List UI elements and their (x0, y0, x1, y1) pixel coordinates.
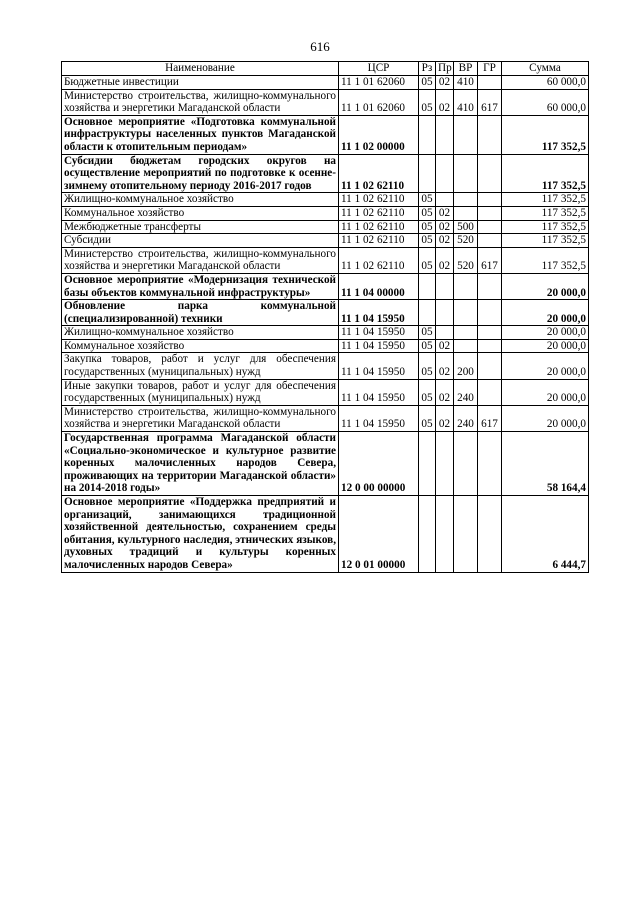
cell-sum: 20 000,0 (502, 353, 589, 379)
page-number: 616 (310, 39, 330, 54)
cell-name: Министерство строительства, жилищно-коммунального хозяйства и энергетики Магаданской области (62, 89, 339, 115)
cell-rz: 05 (419, 353, 436, 379)
cell-gr (478, 206, 502, 220)
cell-sum: 117 352,5 (502, 193, 589, 207)
cell-name: Коммунальное хозяйство (62, 206, 339, 220)
cell-vr (454, 154, 478, 193)
cell-gr (478, 193, 502, 207)
cell-gr (478, 76, 502, 90)
cell-pr (436, 300, 454, 326)
cell-csr: 11 1 02 62110 (339, 247, 419, 273)
cell-name: Бюджетные инвестиции (62, 76, 339, 90)
cell-rz: 05 (419, 220, 436, 234)
cell-vr (454, 115, 478, 154)
cell-csr: 11 1 01 62060 (339, 76, 419, 90)
table-row (62, 89, 589, 115)
cell-name: Иные закупки товаров, работ и услуг для обеспечения государственных (муниципальных) нужд (62, 379, 339, 405)
cell-gr: 617 (478, 405, 502, 431)
cell-pr: 02 (436, 353, 454, 379)
cell-sum: 20 000,0 (502, 339, 589, 353)
cell-pr (436, 326, 454, 340)
table-row (62, 220, 589, 234)
cell-name: Государственная программа Магаданской области «Социально-экономическое и культурное развитие коренных малочисленных народов Севера, проживающих на территории Магаданской области» на 2014-2018 годы» (62, 432, 339, 496)
cell-pr (436, 273, 454, 299)
cell-sum: 20 000,0 (502, 405, 589, 431)
cell-gr: 617 (478, 89, 502, 115)
cell-vr (454, 206, 478, 220)
cell-gr (478, 273, 502, 299)
cell-vr: 410 (454, 76, 478, 90)
table-row (62, 247, 589, 273)
cell-csr: 11 1 02 00000 (339, 115, 419, 154)
cell-name: Субсидии (62, 234, 339, 248)
cell-rz: 05 (419, 193, 436, 207)
cell-sum: 60 000,0 (502, 89, 589, 115)
table-row (62, 339, 589, 353)
header-sum: Сумма (502, 62, 589, 76)
cell-pr (436, 432, 454, 496)
cell-rz (419, 496, 436, 573)
cell-rz (419, 432, 436, 496)
cell-name: Закупка товаров, работ и услуг для обеспечения государственных (муниципальных) нужд (62, 353, 339, 379)
cell-pr: 02 (436, 379, 454, 405)
cell-csr: 11 1 04 15950 (339, 379, 419, 405)
cell-csr: 11 1 04 15950 (339, 353, 419, 379)
cell-rz (419, 115, 436, 154)
cell-sum: 20 000,0 (502, 379, 589, 405)
cell-name: Субсидии бюджетам городских округов на осуществление мероприятий по подготовке к осенне-зимнему отопительному периоду 2016-2017 годов (62, 154, 339, 193)
cell-sum: 20 000,0 (502, 326, 589, 340)
cell-gr (478, 353, 502, 379)
cell-csr: 11 1 01 62060 (339, 89, 419, 115)
cell-name: Основное мероприятие «Модернизация технической базы объектов коммунальной инфраструктуры» (62, 273, 339, 299)
cell-pr: 02 (436, 339, 454, 353)
cell-pr (436, 496, 454, 573)
cell-pr (436, 193, 454, 207)
cell-name: Министерство строительства, жилищно-коммунального хозяйства и энергетики Магаданской области (62, 405, 339, 431)
cell-rz (419, 154, 436, 193)
cell-vr (454, 273, 478, 299)
cell-rz: 05 (419, 326, 436, 340)
cell-pr: 02 (436, 220, 454, 234)
cell-csr: 12 0 01 00000 (339, 496, 419, 573)
cell-vr: 200 (454, 353, 478, 379)
table-row (62, 496, 589, 573)
cell-sum: 117 352,5 (502, 220, 589, 234)
cell-rz: 05 (419, 206, 436, 220)
cell-pr: 02 (436, 76, 454, 90)
cell-sum: 20 000,0 (502, 300, 589, 326)
cell-rz: 05 (419, 234, 436, 248)
table-row (62, 193, 589, 207)
table-row (62, 206, 589, 220)
cell-name: Межбюджетные трансферты (62, 220, 339, 234)
cell-pr: 02 (436, 234, 454, 248)
cell-gr (478, 220, 502, 234)
cell-csr: 11 1 02 62110 (339, 206, 419, 220)
header-rz: Рз (419, 62, 436, 76)
cell-name: Основное мероприятие «Подготовка коммунальной инфраструктуры населенных пунктов Магаданской области к отопительным периодам» (62, 115, 339, 154)
cell-pr: 02 (436, 206, 454, 220)
cell-csr: 11 1 02 62110 (339, 193, 419, 207)
table-row (62, 379, 589, 405)
cell-rz: 05 (419, 379, 436, 405)
cell-sum: 6 444,7 (502, 496, 589, 573)
cell-vr: 410 (454, 89, 478, 115)
cell-gr (478, 115, 502, 154)
cell-vr: 240 (454, 379, 478, 405)
cell-vr (454, 193, 478, 207)
cell-name: Жилищно-коммунальное хозяйство (62, 193, 339, 207)
cell-name: Обновление парка коммунальной (специализированной) техники (62, 300, 339, 326)
table-row (62, 76, 589, 90)
cell-rz: 05 (419, 76, 436, 90)
cell-vr: 520 (454, 247, 478, 273)
cell-pr: 02 (436, 89, 454, 115)
budget-table (61, 61, 589, 573)
cell-sum: 58 164,4 (502, 432, 589, 496)
cell-gr (478, 154, 502, 193)
cell-vr: 520 (454, 234, 478, 248)
table-row (62, 273, 589, 299)
cell-vr (454, 326, 478, 340)
cell-rz: 05 (419, 339, 436, 353)
cell-csr: 11 1 04 15950 (339, 405, 419, 431)
cell-name: Коммунальное хозяйство (62, 339, 339, 353)
cell-rz: 05 (419, 405, 436, 431)
table-row (62, 326, 589, 340)
cell-csr: 11 1 04 00000 (339, 273, 419, 299)
cell-sum: 60 000,0 (502, 76, 589, 90)
cell-rz: 05 (419, 247, 436, 273)
header-csr: ЦСР (339, 62, 419, 76)
cell-pr: 02 (436, 247, 454, 273)
cell-gr (478, 326, 502, 340)
cell-rz (419, 273, 436, 299)
header-gr: ГР (478, 62, 502, 76)
table-row (62, 234, 589, 248)
cell-sum: 117 352,5 (502, 206, 589, 220)
cell-csr: 12 0 00 00000 (339, 432, 419, 496)
cell-gr: 617 (478, 247, 502, 273)
cell-pr: 02 (436, 405, 454, 431)
cell-gr (478, 234, 502, 248)
table-row (62, 115, 589, 154)
cell-rz (419, 300, 436, 326)
cell-vr (454, 432, 478, 496)
header-vr: ВР (454, 62, 478, 76)
cell-rz: 05 (419, 89, 436, 115)
cell-vr: 240 (454, 405, 478, 431)
cell-gr (478, 339, 502, 353)
table-row (62, 154, 589, 193)
header-name: Наименование (62, 62, 339, 76)
cell-vr (454, 300, 478, 326)
table-row (62, 353, 589, 379)
cell-sum: 117 352,5 (502, 234, 589, 248)
cell-name: Основное мероприятие «Поддержка предприятий и организаций, занимающихся традиционной хозяйственной деятельностью, сохранением среды обитания, культурного наследия, этнических языков, духовных традиций и культуры коренных малочисленных народов Севера» (62, 496, 339, 573)
cell-csr: 11 1 02 62110 (339, 220, 419, 234)
table-row (62, 432, 589, 496)
cell-csr: 11 1 04 15950 (339, 339, 419, 353)
cell-vr (454, 496, 478, 573)
header-pr: Пр (436, 62, 454, 76)
cell-vr: 500 (454, 220, 478, 234)
cell-name: Жилищно-коммунальное хозяйство (62, 326, 339, 340)
cell-pr (436, 154, 454, 193)
cell-csr: 11 1 02 62110 (339, 234, 419, 248)
cell-csr: 11 1 04 15950 (339, 326, 419, 340)
cell-csr: 11 1 02 62110 (339, 154, 419, 193)
cell-gr (478, 496, 502, 573)
cell-name: Министерство строительства, жилищно-коммунального хозяйства и энергетики Магаданской области (62, 247, 339, 273)
cell-gr (478, 432, 502, 496)
table-row (62, 300, 589, 326)
cell-gr (478, 379, 502, 405)
cell-sum: 117 352,5 (502, 154, 589, 193)
cell-sum: 117 352,5 (502, 115, 589, 154)
cell-gr (478, 300, 502, 326)
cell-sum: 117 352,5 (502, 247, 589, 273)
cell-sum: 20 000,0 (502, 273, 589, 299)
table-row (62, 405, 589, 431)
cell-csr: 11 1 04 15950 (339, 300, 419, 326)
table-header-row (62, 62, 589, 76)
cell-vr (454, 339, 478, 353)
cell-pr (436, 115, 454, 154)
